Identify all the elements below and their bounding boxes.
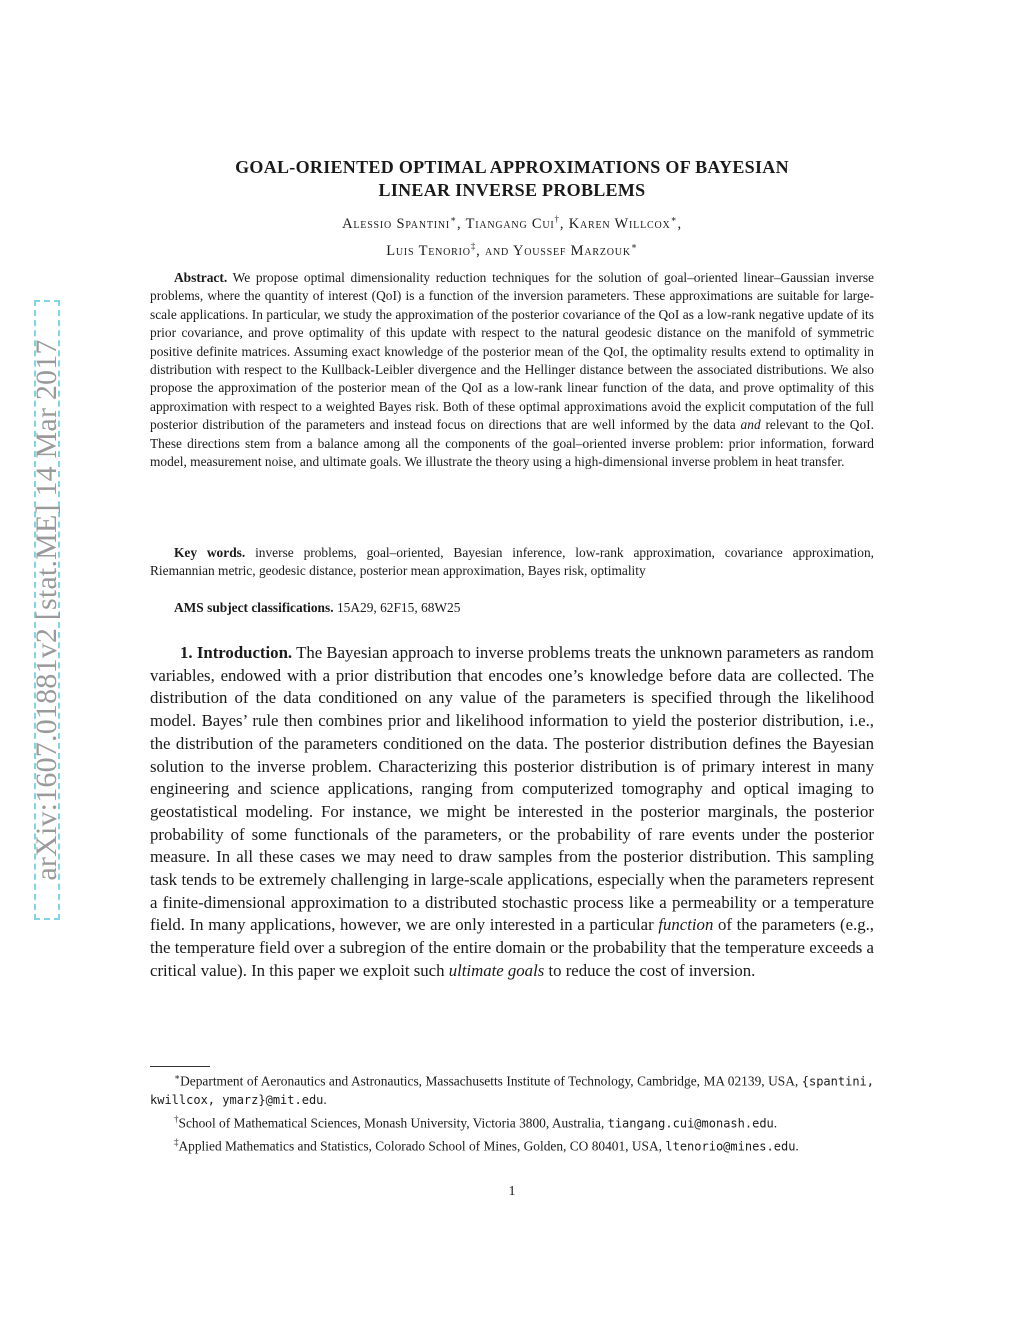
- ams-text: 15A29, 62F15, 68W25: [336, 600, 461, 615]
- footnote-3: ‡Applied Mathematics and Statistics, Colorado School of Mines, Golden, CO 80401, USA, ltenorio@mines.edu.: [174, 1136, 799, 1154]
- intro-text-cont: of the parameters (e.g., the temperature field over a subregion of the entire domain or the probability that the temperature exceeds a critical value). In this paper we exploit such: [150, 915, 874, 980]
- abstract-text-cont: relevant to the QoI. These directions stem from a balance among all the components of the goal–oriented inverse problem: prior information, forward model, measurement noise, and ultimate goals. We illustrate the theory using a high-dimensional inverse problem in heat transfer.: [150, 417, 874, 470]
- introduction-section: [150, 642, 874, 983]
- footnote-rule: [150, 1066, 210, 1067]
- footnote-mark: ‡: [174, 1136, 179, 1147]
- author-marzouk: Youssef Marzouk: [512, 242, 631, 259]
- abstract-text: We propose optimal dimensionality reduction techniques for the solution of goal–oriented linear–Gaussian inverse problems, where the quantity of interest (QoI) is a function of the inversion parameters. These approximations are suitable for large-scale applications. In particular, we study the approximation of the posterior covariance of the QoI as a low-rank negative update of its prior covariance, and prove optimality of this update with respect to the natural geodesic distance on the manifold of symmetric positive definite matrices. Assuming exact knowledge of the posterior mean of the QoI, the optimality results extend to optimality in distribution with respect to the Kullback-Leibler divergence and the Hellinger distance between the associated distributions. We also propose the approximation of the posterior mean of the QoI as a low-rank linear function of the data, and prove optimality of this approximation with respect to a weighted Bayes risk. Both of these optimal approximations avoid the explicit computation of the full posterior distribution of the parameters and instead focus on directions that are well informed by the data: [150, 270, 874, 433]
- footnote-3-text: Applied Mathematics and Statistics, Colorado School of Mines, Golden, CO 80401, USA,: [178, 1138, 663, 1154]
- author-conjunction: and: [484, 242, 510, 259]
- title-line-1: GOAL-ORIENTED OPTIMAL APPROXIMATIONS OF BAYESIAN: [235, 157, 789, 177]
- intro-text-end: to reduce the cost of inversion.: [548, 960, 756, 980]
- intro-text: The Bayesian approach to inverse problems treats the unknown parameters as random variables, endowed with a prior distribution that encodes one’s knowledge before data are collected. The distribution of the data conditioned on any value of the parameters is specified through the likelihood model. Bayes’ rule then combines prior and likelihood information to yield the posterior distribution, i.e., the distribution of the parameters conditioned on the data. The posterior distribution defines the Bayesian solution to the inverse problem. Characterizing this posterior distribution is of primary interest in many engineering and science applications, ranging from computerized tomography and optical imaging to geostatistical modeling. For instance, we might be interested in the posterior marginals, the posterior probability of some functionals of the parameters, or the probability of rare events under the posterior measure. In all these cases we may need to draw samples from the posterior distribution. This sampling task tends to be extremely challenging in large-scale applications, especially when the parameters represent a finite-dimensional approximation to a distributed stochastic process like a permeability or a temperature field. In many applications, however, we are only interested in a particular: [150, 643, 874, 935]
- page-number: 1: [508, 1184, 516, 1199]
- paper-title: [150, 156, 874, 202]
- affil-mark: ∗: [450, 214, 457, 224]
- footnote-1-text: Department of Aeronautics and Astronautics, Massachusetts Institute of Technology, Cambridge, MA 02139, USA,: [180, 1073, 799, 1089]
- arxiv-stamp-text: arXiv:1607.01881v2 [stat.ME] 14 Mar 2017: [30, 339, 63, 881]
- footnote-1-email[interactable]: {spantini, kwillcox, ymarz}@mit.edu: [150, 1074, 874, 1108]
- footnote-2-email[interactable]: tiangang.cui@monash.edu: [607, 1116, 774, 1131]
- ams-classifications: [150, 599, 874, 617]
- footnote-mark: †: [174, 1113, 179, 1124]
- abstract-emphasis: and: [740, 417, 761, 433]
- affil-mark: †: [554, 214, 560, 224]
- footnote-2-text: School of Mathematical Sciences, Monash University, Victoria 3800, Australia,: [178, 1115, 605, 1131]
- author-willcox: Karen Willcox: [568, 215, 671, 232]
- footnote-mark: ∗: [174, 1072, 181, 1082]
- intro-emphasis-goals: ultimate goals: [448, 960, 545, 980]
- affil-mark: ∗: [670, 214, 678, 224]
- keywords-label: Key words.: [174, 545, 246, 560]
- author-line-1: Alessio Spantini∗, Tiangang Cui†, Karen Willcox∗,: [342, 214, 682, 232]
- intro-emphasis-function: function: [658, 915, 714, 935]
- arxiv-stamp: [30, 300, 63, 920]
- author-cui: Tiangang Cui: [465, 215, 555, 232]
- author-spantini: Alessio Spantini: [342, 215, 451, 232]
- footnote-2: †School of Mathematical Sciences, Monash University, Victoria 3800, Australia, tiangang.cui@monash.edu.: [174, 1113, 778, 1131]
- keywords-text: inverse problems, goal–oriented, Bayesian inference, low-rank approximation, covariance approximation, Riemannian metric, geodesic distance, posterior mean approximation, Bayes risk, optimality: [150, 545, 875, 579]
- footnote-1: ∗Department of Aeronautics and Astronautics, Massachusetts Institute of Technology, Cambridge, MA 02139, USA, {spantini, kwillcox, ymarz}@mit.edu.: [150, 1072, 874, 1108]
- footnotes: [150, 1068, 874, 1156]
- affil-mark: ‡: [470, 240, 477, 251]
- author-tenorio: Luis Tenorio: [386, 242, 471, 259]
- abstract: [150, 269, 874, 471]
- abstract-label: Abstract.: [174, 270, 228, 285]
- footnote-3-email[interactable]: ltenorio@mines.edu: [665, 1139, 796, 1154]
- author-list: [150, 208, 874, 262]
- keywords: [150, 544, 874, 581]
- author-line-2: Luis Tenorio‡, and Youssef Marzouk∗: [386, 240, 638, 259]
- affil-mark: ∗: [630, 240, 638, 251]
- ams-label: AMS subject classifications.: [174, 600, 334, 615]
- title-line-2: LINEAR INVERSE PROBLEMS: [378, 180, 646, 200]
- section-heading: 1. Introduction.: [180, 643, 293, 662]
